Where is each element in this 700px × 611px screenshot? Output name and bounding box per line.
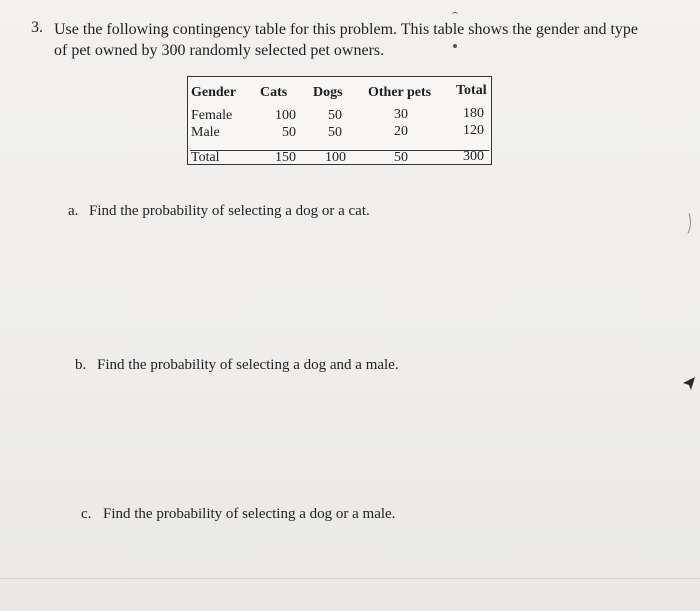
ink-dot bbox=[453, 44, 457, 48]
header-total: Total bbox=[456, 83, 487, 98]
row-female-dogs: 50 bbox=[328, 108, 342, 123]
row-female-label: Female bbox=[191, 108, 233, 123]
part-b-label: b. bbox=[75, 357, 87, 373]
ink-mark bbox=[452, 12, 458, 17]
contingency-table bbox=[187, 76, 492, 165]
question-text: Use the following contingency table for this problem. This table shows the gender and type of pet owned by 300 randomly selected pet owners. bbox=[54, 21, 639, 59]
row-total-other: 50 bbox=[394, 150, 408, 165]
row-female-cats: 100 bbox=[275, 108, 296, 123]
row-total-label: Total bbox=[191, 150, 220, 165]
row-female-other: 30 bbox=[394, 107, 408, 122]
header-cats: Cats bbox=[260, 85, 288, 100]
row-male-other: 20 bbox=[394, 124, 408, 139]
row-male-cats: 50 bbox=[282, 125, 296, 140]
pen-stroke-mark bbox=[656, 213, 698, 250]
mouse-pointer-icon bbox=[682, 376, 696, 392]
part-a-label: a. bbox=[68, 203, 79, 219]
question-number: 3. bbox=[31, 19, 43, 36]
row-male-label: Male bbox=[191, 125, 220, 140]
part-a-text: Find the probability of selecting a dog or a cat. bbox=[89, 203, 370, 219]
row-male-total: 120 bbox=[463, 123, 484, 138]
header-other-pets: Other pets bbox=[368, 85, 432, 100]
row-total-cats: 150 bbox=[275, 150, 296, 165]
page-edge-line bbox=[0, 578, 700, 579]
header-gender: Gender bbox=[191, 85, 237, 100]
part-c-text: Find the probability of selecting a dog or a male. bbox=[103, 506, 396, 522]
row-male-dogs: 50 bbox=[328, 125, 342, 140]
row-total-total: 300 bbox=[463, 149, 484, 164]
part-b-text: Find the probability of selecting a dog and a male. bbox=[97, 357, 399, 373]
part-c-label: c. bbox=[81, 506, 92, 522]
row-total-dogs: 100 bbox=[325, 150, 346, 165]
header-dogs: Dogs bbox=[313, 85, 343, 100]
row-female-total: 180 bbox=[463, 106, 484, 121]
